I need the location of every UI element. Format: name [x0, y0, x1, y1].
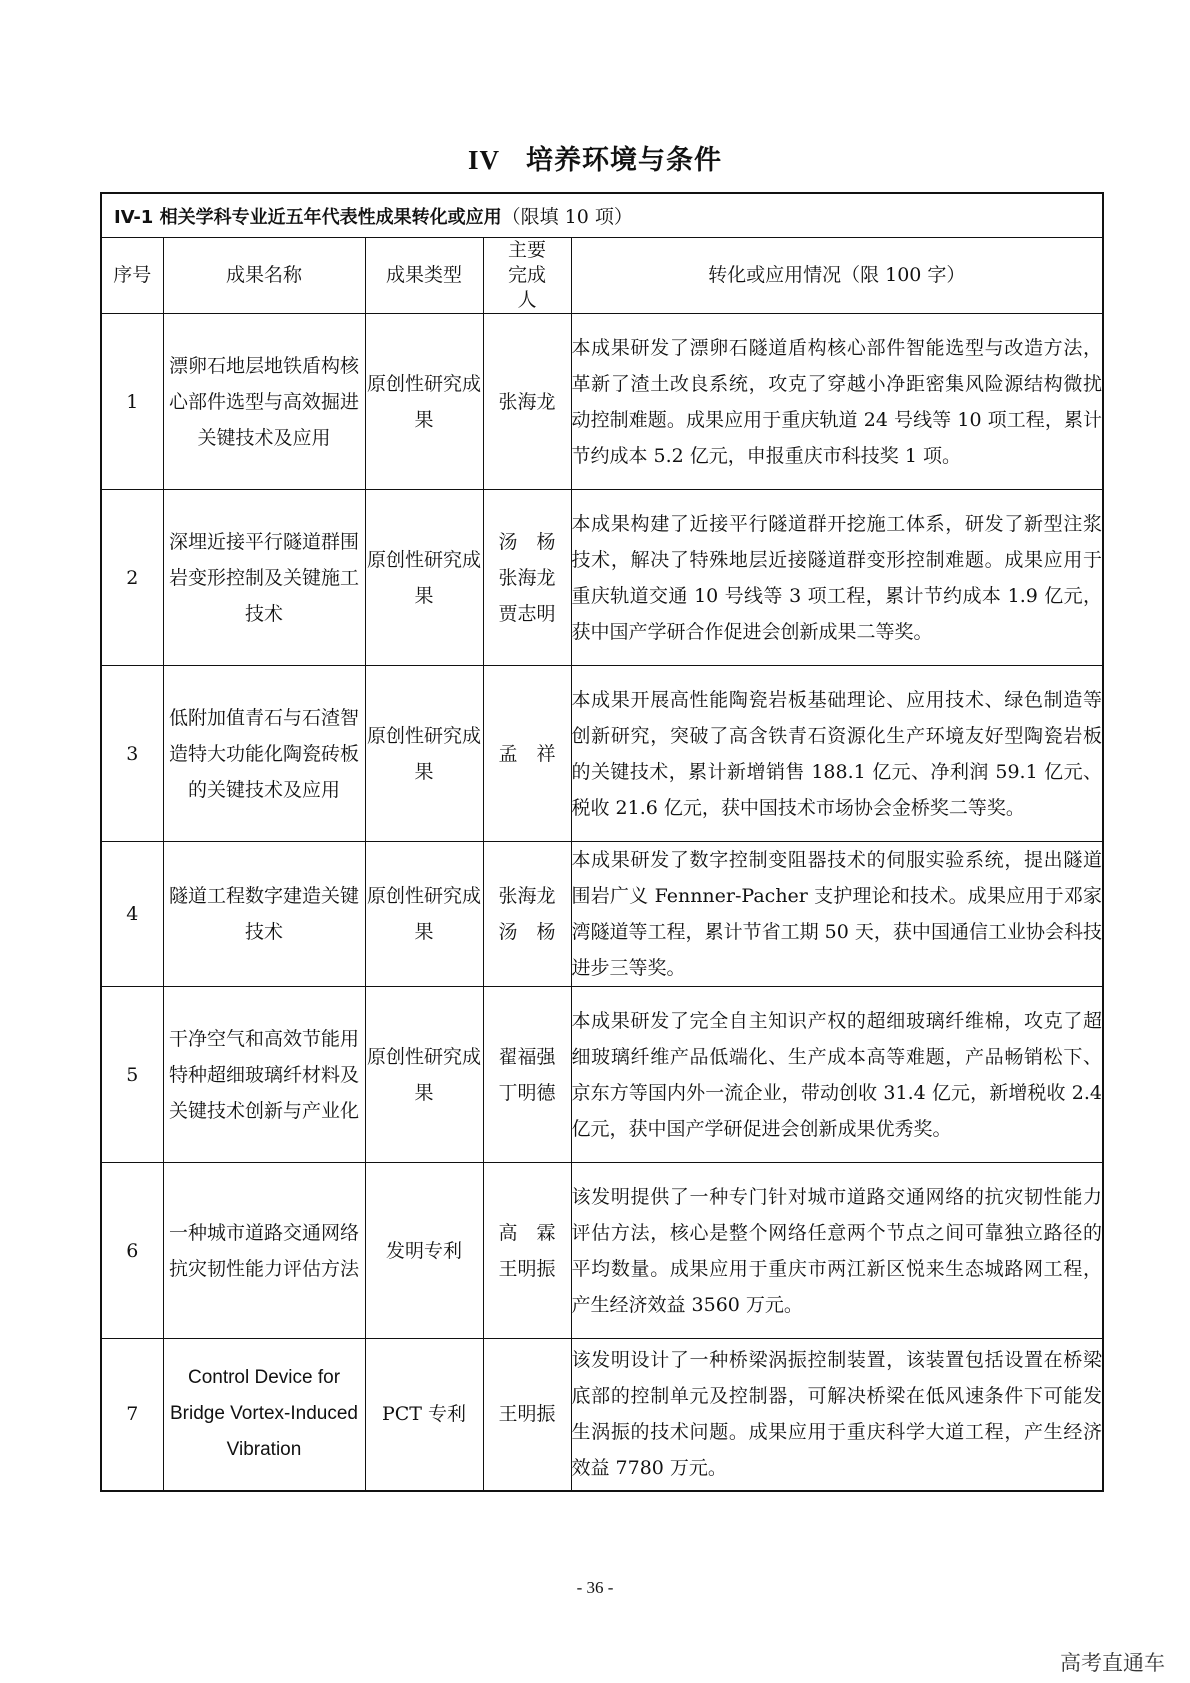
row-type: 发明专利 — [365, 1163, 483, 1339]
section-heading — [101, 193, 1103, 238]
row-index: 2 — [101, 490, 163, 666]
row-desc: 本成果开展高性能陶瓷岩板基础理论、应用技术、绿色制造等创新研究，突破了高含铁青石资源化生产环境友好型陶瓷岩板的关键技术，累计新增销售 188.1 亿元、净利润 59.1 亿元、税收 21.6 亿元，获中国技术市场协会金桥奖二等奖。 — [571, 666, 1103, 842]
row-index: 6 — [101, 1163, 163, 1339]
achievements-table — [100, 192, 1104, 1492]
row-type: 原创性研究成果 — [365, 490, 483, 666]
row-desc: 该发明设计了一种桥梁涡振控制装置，该装置包括设置在桥梁底部的控制单元及控制器，可解决桥梁在低风速条件下可能发生涡振的技术问题。成果应用于重庆科学大道工程，产生经济效益 7780 万元。 — [571, 1339, 1103, 1491]
section-heading-row — [101, 193, 1103, 238]
row-index: 1 — [101, 314, 163, 490]
row-index: 5 — [101, 987, 163, 1163]
row-type: PCT 专利 — [365, 1339, 483, 1491]
person-name: 翟福强 — [498, 1045, 556, 1068]
row-name: 隧道工程数字建造关键技术 — [163, 842, 365, 987]
row-name: 一种城市道路交通网络抗灾韧性能力评估方法 — [163, 1163, 365, 1339]
row-people — [483, 842, 571, 987]
row-people — [483, 314, 571, 490]
row-desc: 本成果构建了近接平行隧道群开挖施工体系，研发了新型注浆技术，解决了特殊地层近接隧道群变形控制难题。成果应用于重庆轨道交通 10 号线等 3 项工程，累计节约成本 1.9 亿元，获中国产学研合作促进会创新成果二等奖。 — [571, 490, 1103, 666]
person-name: 高 霖 — [498, 1221, 556, 1244]
person-name: 张海龙 — [498, 885, 556, 907]
person-name: 孟 祥 — [498, 742, 556, 765]
section-heading-note: （限填 10 项） — [501, 206, 633, 228]
table-row — [101, 1163, 1103, 1339]
row-index: 4 — [101, 842, 163, 987]
person-name: 王明振 — [498, 1257, 556, 1280]
row-name: 干净空气和高效节能用特种超细玻璃纤材料及关键技术创新与产业化 — [163, 987, 365, 1163]
page-title-text: 培养环境与条件 — [526, 145, 722, 176]
row-people — [483, 1339, 571, 1491]
row-desc: 本成果研发了数字控制变阻器技术的伺服实验系统，提出隧道围岩广义 Fennner-Pacher 支护理论和技术。成果应用于邓家湾隧道等工程，累计节省工期 50 天，获中国通信工业协会科技进步三等奖。 — [571, 842, 1103, 987]
table-row — [101, 1339, 1103, 1491]
person-name: 贾志明 — [498, 602, 556, 625]
table-row — [101, 666, 1103, 842]
table-header-row — [101, 238, 1103, 314]
table-row — [101, 490, 1103, 666]
row-desc: 本成果研发了完全自主知识产权的超细玻璃纤维棉，攻克了超细玻璃纤维产品低端化、生产成本高等难题，产品畅销松下、京东方等国内外一流企业，带动创收 31.4 亿元，新增税收 2.4 亿元，获中国产学研促进会创新成果优秀奖。 — [571, 987, 1103, 1163]
table-row — [101, 314, 1103, 490]
table-row — [101, 987, 1103, 1163]
page-title — [0, 138, 1190, 177]
page-number: - 36 - — [576, 1578, 614, 1597]
person-name: 王明振 — [498, 1403, 556, 1426]
row-desc: 该发明提供了一种专门针对城市道路交通网络的抗灾韧性能力评估方法，核心是整个网络任意两个节点之间可靠独立路径的平均数量。成果应用于重庆市两江新区悦来生态城路网工程，产生经济效益 3560 万元。 — [571, 1163, 1103, 1339]
row-people — [483, 987, 571, 1163]
row-name: 漂卵石地层地铁盾构核心部件选型与高效掘进关键技术及应用 — [163, 314, 365, 490]
column-header-desc: 转化或应用情况（限 100 字） — [571, 238, 1103, 314]
row-name: Control Device for Bridge Vortex-Induced Vibration — [163, 1339, 365, 1491]
row-index: 3 — [101, 666, 163, 842]
page-title-roman: IV — [467, 145, 500, 175]
person-name: 张海龙 — [498, 566, 556, 589]
person-name: 丁明德 — [498, 1081, 556, 1104]
row-type: 原创性研究成果 — [365, 842, 483, 987]
row-name: 深埋近接平行隧道群围岩变形控制及关键施工技术 — [163, 490, 365, 666]
person-name: 汤 杨 — [498, 530, 556, 553]
row-index: 7 — [101, 1339, 163, 1491]
row-people — [483, 490, 571, 666]
person-name: 张海龙 — [498, 390, 556, 413]
row-type: 原创性研究成果 — [365, 987, 483, 1163]
person-name: 汤 杨 — [498, 921, 556, 943]
row-people — [483, 1163, 571, 1339]
row-type: 原创性研究成果 — [365, 666, 483, 842]
column-header-people: 主要完成人 — [483, 238, 571, 314]
column-header-type: 成果类型 — [365, 238, 483, 314]
table-row — [101, 842, 1103, 987]
row-people — [483, 666, 571, 842]
column-header-name: 成果名称 — [163, 238, 365, 314]
row-type: 原创性研究成果 — [365, 314, 483, 490]
section-heading-title: IV-1 相关学科专业近五年代表性成果转化或应用 — [114, 207, 502, 228]
watermark-text: 高考直通车 — [1060, 1651, 1165, 1675]
row-desc: 本成果研发了漂卵石隧道盾构核心部件智能选型与改造方法，革新了渣土改良系统，攻克了穿越小净距密集风险源结构微扰动控制难题。成果应用于重庆轨道 24 号线等 10 项工程，累计节约成本 5.2 亿元，申报重庆市科技奖 1 项。 — [571, 314, 1103, 490]
column-header-index: 序号 — [101, 238, 163, 314]
row-name: 低附加值青石与石渣智造特大功能化陶瓷砖板的关键技术及应用 — [163, 666, 365, 842]
